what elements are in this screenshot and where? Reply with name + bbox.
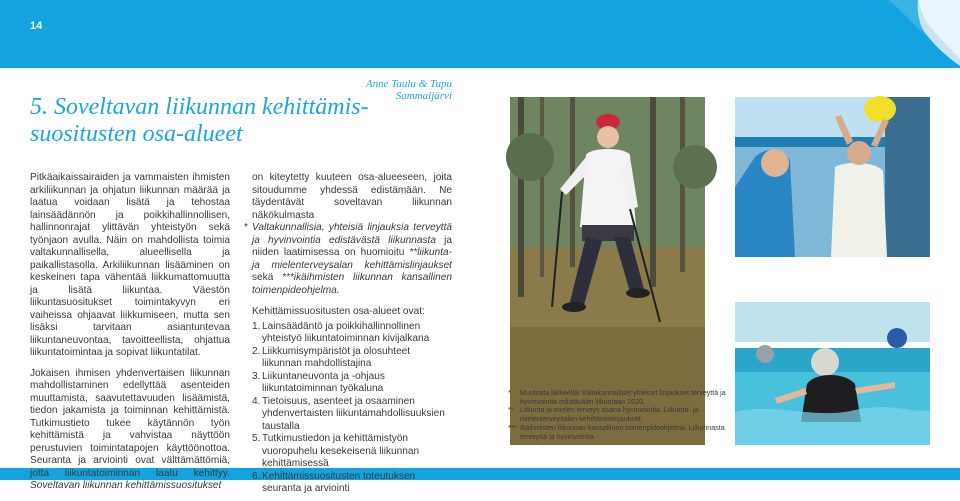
chapter-title	[30, 94, 450, 148]
intro-text-c: ja niiden laatimisessa on huomioitu	[252, 234, 452, 258]
footnotes	[508, 389, 728, 441]
paragraph-2	[30, 368, 230, 493]
list-item	[252, 433, 452, 471]
footnote-text: Ikäihmisten liikunnan kansallinen toimenpideohjelma. Liikunnasta terveyttä ja hyvinvointia.	[520, 423, 725, 441]
footnote-text: Muutosta liikkeellä! Valtakunnalliset yhteiset linjaukset terveyttä ja hyvinvointia edistävään liikuntaan 2020.	[520, 389, 726, 406]
footnote-mark: *	[508, 389, 511, 397]
chapter-title-line-1: 5. Soveltavan liikunnan kehittämis-	[30, 94, 369, 120]
intro-footnote-mark: *	[244, 222, 248, 233]
authors: Anne Taulu & Tupu Sammaljärvi	[365, 78, 452, 102]
intro-text-f: ***ikäihmisten liikunnan kansallinen toimenpideohjelma.	[252, 272, 452, 296]
paragraph-2-italic: Soveltavan liikunnan kehittämissuositukset	[30, 480, 222, 491]
footnote-mark: **	[508, 406, 514, 415]
intro-text-b: Valtakunnallisia, yhteisiä linjauksia terveyttä ja hyvinvointia edistävästä liikunnasta	[252, 222, 452, 246]
body-column-1	[30, 172, 230, 501]
intro-text-d: **liikunta- ja mielenterveysalan kehittämislinjaukset	[252, 247, 452, 271]
list-item-text: Tietoisuus, asenteet ja osaaminen yhdenvertaisten liikuntamahdollisuuksien taustalla	[262, 395, 445, 432]
list-item-number: 5.	[252, 433, 261, 444]
footnote	[508, 424, 728, 441]
list-item-text: Liikuntaneuvonta ja -ohjaus liikuntatoiminnan työkaluna	[262, 370, 385, 394]
paragraph-2-text: Jokaisen ihmisen yhdenvertaisen liikunnan mahdollistaminen edellyttää asenteiden muuttamista, saavutettavuuden lisäämistä, tiedon jakamista ja toiminnan kehittämistä. Tutkimustieto tukee käytännön työn kehittämistä ja vahvistaa näyttöön perustuvien toimintatapojen käyttöönottoa. Seuranta ja arviointi ovat välttämättömiä, jotta liikuntatoiminnan laatu kehittyy.	[30, 367, 230, 479]
body-column-2	[244, 172, 452, 496]
areas-list	[252, 321, 452, 496]
intro-text-e: sekä	[252, 272, 283, 283]
chapter-title-line-2: suositusten osa-alueet	[30, 121, 243, 147]
list-item	[252, 396, 452, 434]
intro-paragraph	[244, 172, 452, 297]
list-item-number: 2.	[252, 345, 261, 357]
list-item	[252, 471, 452, 496]
list-item-number: 4.	[252, 395, 261, 407]
photo-pool-aerobics	[735, 302, 930, 445]
page-number-left: 14	[30, 20, 43, 32]
list-item	[252, 346, 452, 371]
footnote	[508, 389, 728, 406]
list-item-number: 3.	[252, 370, 261, 382]
list-item-number: 6.	[252, 470, 261, 482]
footnote	[508, 406, 728, 423]
photo-gym-balloon	[735, 97, 930, 257]
list-item	[252, 321, 452, 346]
list-item-text: Lainsäädäntö ja poikkihallinnollinen yhteistyö liikuntatoiminnan kivijalkana	[262, 320, 430, 344]
list-item	[252, 371, 452, 396]
header-bar	[0, 0, 960, 68]
footnote-mark: ***	[508, 423, 517, 432]
list-item-text: Kehittämissuositusten toteutuksen seuranta ja arviointi	[262, 470, 416, 494]
areas-heading: Kehittämissuositusten osa-alueet ovat:	[252, 306, 425, 317]
page-curl-icon[interactable]	[888, 0, 960, 68]
paragraph-1: Pitkäaikaissairaiden ja vammaisten ihmisten arkiliikunnan ja ohjatun liikunnan määrää ja laatua voidaan lisätä ja tehostaa lainsäädännön ja poikkihallinnollisen, hallinnonrajat ylittävän yhteistyön sekä työnjaon avulla. Näin on mahdollista toimia valtakunnallisella, alueellisella ja paikallistasolla. Arkiliikunnan lisääminen on keskeinen tapa vähentää liikkumattomuutta ja lisätä liikuntaa. Väestön liikuntasuositukset toimintakyvyn eri vaiheissa ohjaavat liikkumiseen, mutta sen lisäksi tarvitaan asiantuntevaa liikuntaneuvontaa, tavoitteellista, ohjattua liikuntatoimintaa ja sopivat liikuntatilat.	[30, 172, 230, 358]
intro-text-a: on kiteytetty kuuteen osa-alueeseen, joita sitoudumme yhdessä edistämään. Ne täydentävät soveltavan liikunnan näkökulmasta	[252, 172, 452, 221]
list-item-text: Tutkimustiedon ja kehittämistyön vuoropuhelu kesekeisenä liikunnan kehittämisessä	[262, 433, 420, 469]
list-item-text: Liikkumisympäristöt ja olosuhteet liikunnan mahdollistajina	[262, 345, 411, 369]
list-item-number: 1.	[252, 320, 261, 332]
footnote-text: Liikunta ja mielen terveys osana hyvinvointia. Liikunta- ja mielenterveysalan kehittämislinjaukset.	[520, 406, 699, 424]
